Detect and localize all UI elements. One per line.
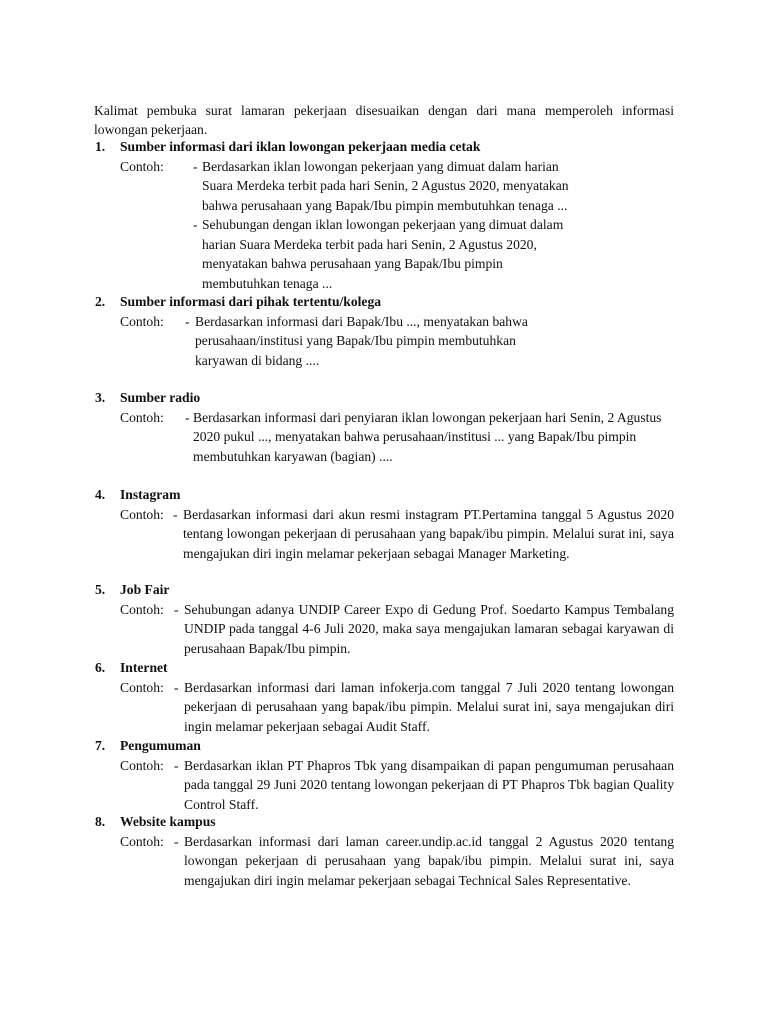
section-4 xyxy=(95,485,675,563)
example-block xyxy=(95,312,675,371)
example-block xyxy=(95,505,675,564)
section-5 xyxy=(95,580,675,658)
example-text: Berdasarkan informasi dari Bapak/Ibu ..., menyatakan bahwa perusahaan/institusi yang Bapak/Ibu pimpin membutuhkan karyawan di bidang .... xyxy=(195,313,528,368)
example-item: - Berdasarkan informasi dari akun resmi instagram PT.Pertamina tanggal 5 Agustus 2020 tentang lowongan pekerjaan di perusahaan yang bapak/ibu pimpin. Melalui surat ini, saya mengajukan diri ingin melamar pekerjaan sebagai Manager Marketing. xyxy=(173,506,674,561)
example-label: Contoh: xyxy=(120,158,164,174)
section-number: 7. xyxy=(95,738,106,753)
section-number: 4. xyxy=(95,487,106,502)
example-item: - Sehubungan adanya UNDIP Career Expo di Gedung Prof. Soedarto Kampus Tembalang UNDIP pada tanggal 4-6 Juli 2020, maka saya mengajukan lamaran sebagai karyawan di perusahaan Bapak/Ibu pimpin. xyxy=(174,601,674,656)
section-1 xyxy=(95,137,675,293)
example-item: - Berdasarkan informasi dari laman career.undip.ac.id tanggal 2 Agustus 2020 tentang lowongan pekerjaan di perusahaan yang bapak/ibu pimpin. Melalui surat ini, saya mengajukan diri ingin melamar pekerjaan sebagai Technical Sales Representative. xyxy=(174,833,674,888)
intro-paragraph: Kalimat pembuka surat lamaran pekerjaan disesuaikan dengan dari mana memperoleh informasi lowongan pekerjaan. xyxy=(94,102,674,138)
example-text: Berdasarkan informasi dari akun resmi instagram PT.Pertamina tanggal 5 Agustus 2020 tentang lowongan pekerjaan di perusahaan yang bapak/ibu pimpin. Melalui surat ini, saya mengajukan diri ingin melamar pekerjaan sebagai Manager Marketing. xyxy=(183,506,674,561)
section-title: Sumber informasi dari pihak tertentu/kolega xyxy=(120,294,382,309)
section-title: Instagram xyxy=(120,487,181,502)
section-number: 3. xyxy=(95,390,106,405)
example-item: - Sehubungan dengan iklan lowongan pekerjaan yang dimuat dalam harian Suara Merdeka terbit pada hari Senin, 2 Agustus 2020, menyatakan bahwa perusahaan yang Bapak/Ibu pimpin membutuhkan tenaga ... xyxy=(193,217,564,291)
section-number: 1. xyxy=(95,139,106,154)
section-title: Sumber informasi dari iklan lowongan pekerjaan media cetak xyxy=(120,139,481,154)
example-text: Berdasarkan iklan lowongan pekerjaan yang dimuat dalam harian Suara Merdeka terbit pada hari Senin, 2 Agustus 2020, menyatakan bahwa perusahaan yang Bapak/Ibu pimpin membutuhkan tenaga ... xyxy=(202,158,569,213)
example-item: - Berdasarkan informasi dari laman infokerja.com tanggal 7 Juli 2020 tentang lowongan pekerjaan di perusahaan yang bapak/ibu pimpin. Melalui surat ini, saya mengajukan diri ingin melamar pekerjaan sebagai Audit Staff. xyxy=(174,679,674,734)
example-text: Berdasarkan iklan PT Phapros Tbk yang disampaikan di papan pengumuman perusahaan pada tanggal 29 Juni 2020 tentang lowongan pekerjaan di PT Phapros Tbk bagian Quality Control Staff. xyxy=(184,757,674,812)
example-block xyxy=(95,678,675,737)
example-label: Contoh: xyxy=(120,601,164,617)
section-heading xyxy=(95,736,675,756)
example-text: Berdasarkan informasi dari laman infokerja.com tanggal 7 Juli 2020 tentang lowongan pekerjaan di perusahaan yang bapak/ibu pimpin. Melalui surat ini, saya mengajukan diri ingin melamar pekerjaan sebagai Audit Staff. xyxy=(184,679,674,734)
example-text: Sehubungan dengan iklan lowongan pekerjaan yang dimuat dalam harian Suara Merdeka terbit pada hari Senin, 2 Agustus 2020, menyatakan bahwa perusahaan yang Bapak/Ibu pimpin membutuhkan tenaga ... xyxy=(202,217,564,291)
example-item: - Berdasarkan informasi dari Bapak/Ibu ..., menyatakan bahwa perusahaan/institusi yang Bapak/Ibu pimpin membutuhkan karyawan di bidang .... xyxy=(185,313,528,368)
example-item: - Berdasarkan iklan lowongan pekerjaan yang dimuat dalam harian Suara Merdeka terbit pada hari Senin, 2 Agustus 2020, menyatakan bahwa perusahaan yang Bapak/Ibu pimpin membutuhkan tenaga ... xyxy=(193,158,569,213)
example-item: - Berdasarkan iklan PT Phapros Tbk yang disampaikan di papan pengumuman perusahaan pada tanggal 29 Juni 2020 tentang lowongan pekerjaan di PT Phapros Tbk bagian Quality Control Staff. xyxy=(174,757,674,812)
section-title: Job Fair xyxy=(120,582,170,597)
section-heading xyxy=(95,580,675,600)
section-number: 5. xyxy=(95,582,106,597)
section-heading xyxy=(95,658,675,678)
section-title: Pengumuman xyxy=(120,738,201,753)
section-heading xyxy=(95,812,675,832)
section-6 xyxy=(95,658,675,736)
section-title: Internet xyxy=(120,660,168,675)
example-label: Contoh: xyxy=(120,313,164,329)
section-number: 2. xyxy=(95,294,106,309)
example-text: Sehubungan adanya UNDIP Career Expo di Gedung Prof. Soedarto Kampus Tembalang UNDIP pada tanggal 4-6 Juli 2020, maka saya mengajukan lamaran sebagai karyawan di perusahaan Bapak/Ibu pimpin. xyxy=(184,601,674,656)
example-block xyxy=(95,832,675,891)
section-7 xyxy=(95,736,675,814)
section-title: Sumber radio xyxy=(120,390,201,405)
example-block xyxy=(95,756,675,815)
example-block xyxy=(95,157,675,294)
example-label: Contoh: xyxy=(120,409,164,425)
example-text: Berdasarkan informasi dari penyiaran iklan lowongan pekerjaan hari Senin, 2 Agustus 2020 pukul ..., menyatakan bahwa perusahaan/institusi ... yang Bapak/Ibu pimpin membutuhkan karyawan (bagian) .... xyxy=(193,409,662,464)
example-block xyxy=(95,600,675,659)
section-title: Website kampus xyxy=(120,814,216,829)
example-item: - Berdasarkan informasi dari penyiaran iklan lowongan pekerjaan hari Senin, 2 Agustus 2020 pukul ..., menyatakan bahwa perusahaan/institusi ... yang Bapak/Ibu pimpin membutuhkan karyawan (bagian) .... xyxy=(185,409,662,464)
section-number: 6. xyxy=(95,660,106,675)
example-text: Berdasarkan informasi dari laman career.undip.ac.id tanggal 2 Agustus 2020 tentang lowongan pekerjaan di perusahaan yang bapak/ibu pimpin. Melalui surat ini, saya mengajukan diri ingin melamar pekerjaan sebagai Technical Sales Representative. xyxy=(184,833,674,888)
example-label: Contoh: xyxy=(120,506,164,522)
section-heading xyxy=(95,388,675,408)
section-heading xyxy=(95,137,675,157)
example-label: Contoh: xyxy=(120,679,164,695)
example-label: Contoh: xyxy=(120,757,164,773)
section-2 xyxy=(95,292,675,370)
example-block xyxy=(95,408,675,467)
section-3 xyxy=(95,388,675,466)
example-label: Contoh: xyxy=(120,833,164,849)
section-number: 8. xyxy=(95,814,106,829)
section-heading xyxy=(95,292,675,312)
section-heading xyxy=(95,485,675,505)
section-8 xyxy=(95,812,675,890)
